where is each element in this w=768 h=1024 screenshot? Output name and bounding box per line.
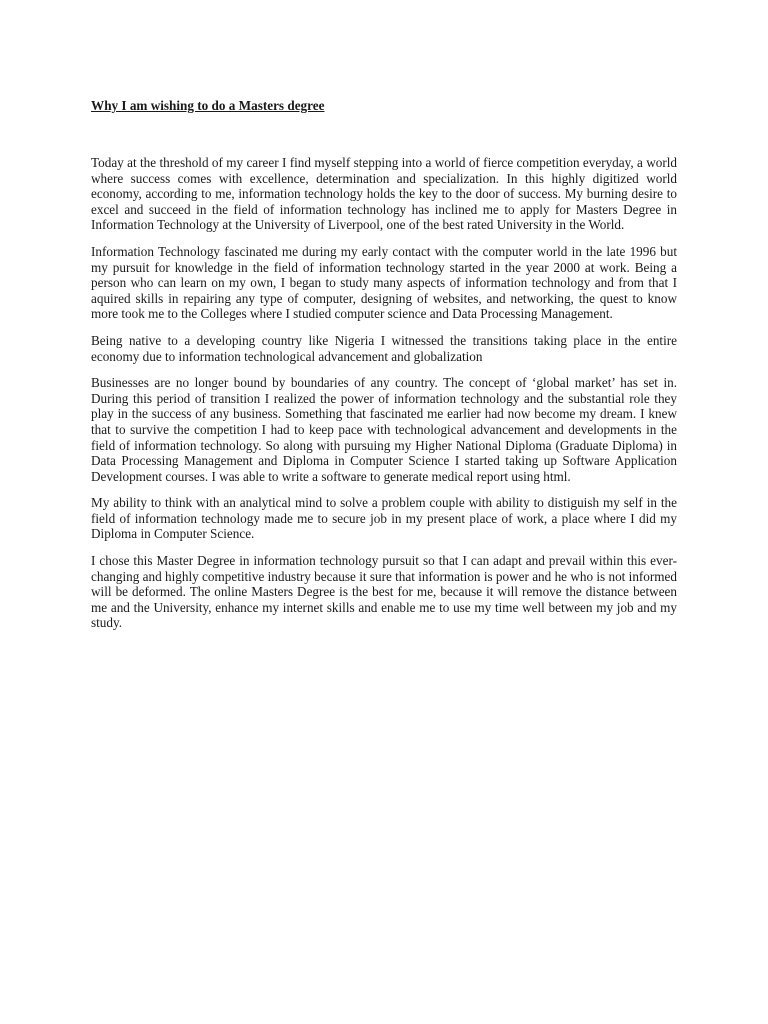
paragraph-ability: My ability to think with an analytical mind to solve a problem couple with ability to distiguish my self in the field of information technology made me to secure job in my present place of work, a place where I did my Diploma in Computer Science. <box>91 495 677 542</box>
paragraph-choice: I chose this Master Degree in information technology pursuit so that I can adapt and prevail within this ever-changing and highly competitive industry because it sure that information is power and he who is not informed will be deformed. The online Masters Degree is the best for me, because it will remove the distance between me and the University, enhance my internet skills and enable me to use my time well between my job and my study. <box>91 553 677 631</box>
document-title: Why I am wishing to do a Masters degree <box>91 98 325 113</box>
document-body <box>91 98 677 642</box>
paragraph-intro: Today at the threshold of my career I find myself stepping into a world of fierce competition everyday, a world where success comes with excellence, determination and specialization. In this highly digitized world economy, according to me, information technology holds the key to the door of success. My burning desire to excel and succeed in the field of information technology has inclined me to apply for Masters Degree in Information Technology at the University of Liverpool, one of the best rated University in the World. <box>91 155 677 233</box>
paragraph-it-background: Information Technology fascinated me during my early contact with the computer world in the late 1996 but my pursuit for knowledge in the field of information technology started in the year 2000 at work. Being a person who can learn on my own, I began to study many aspects of information technology and from that I aquired skills in repairing any type of computer, designing of websites, and networking, the quest to know more took me to the Colleges where I studied computer science and Data Processing Management. <box>91 243 677 322</box>
paragraph-nigeria: Being native to a developing country like Nigeria I witnessed the transitions taking place in the entire economy due to information technological advancement and globalization <box>91 332 677 364</box>
paragraph-businesses: Businesses are no longer bound by boundaries of any country. The concept of ‘global market’ has set in. During this period of transition I realized the power of information technology and the substantial role they play in the success of any business. Something that fascinated me earlier had now become my dream. I knew that to survive the competition I had to keep pace with technological advancement and developments in the field of information technology. So along with pursuing my Higher National Diploma (Graduate Diploma) in Data Processing Management and Diploma in Computer Science I started taking up Software Application Development courses. I was able to write a software to generate medical report using html. <box>91 375 677 484</box>
